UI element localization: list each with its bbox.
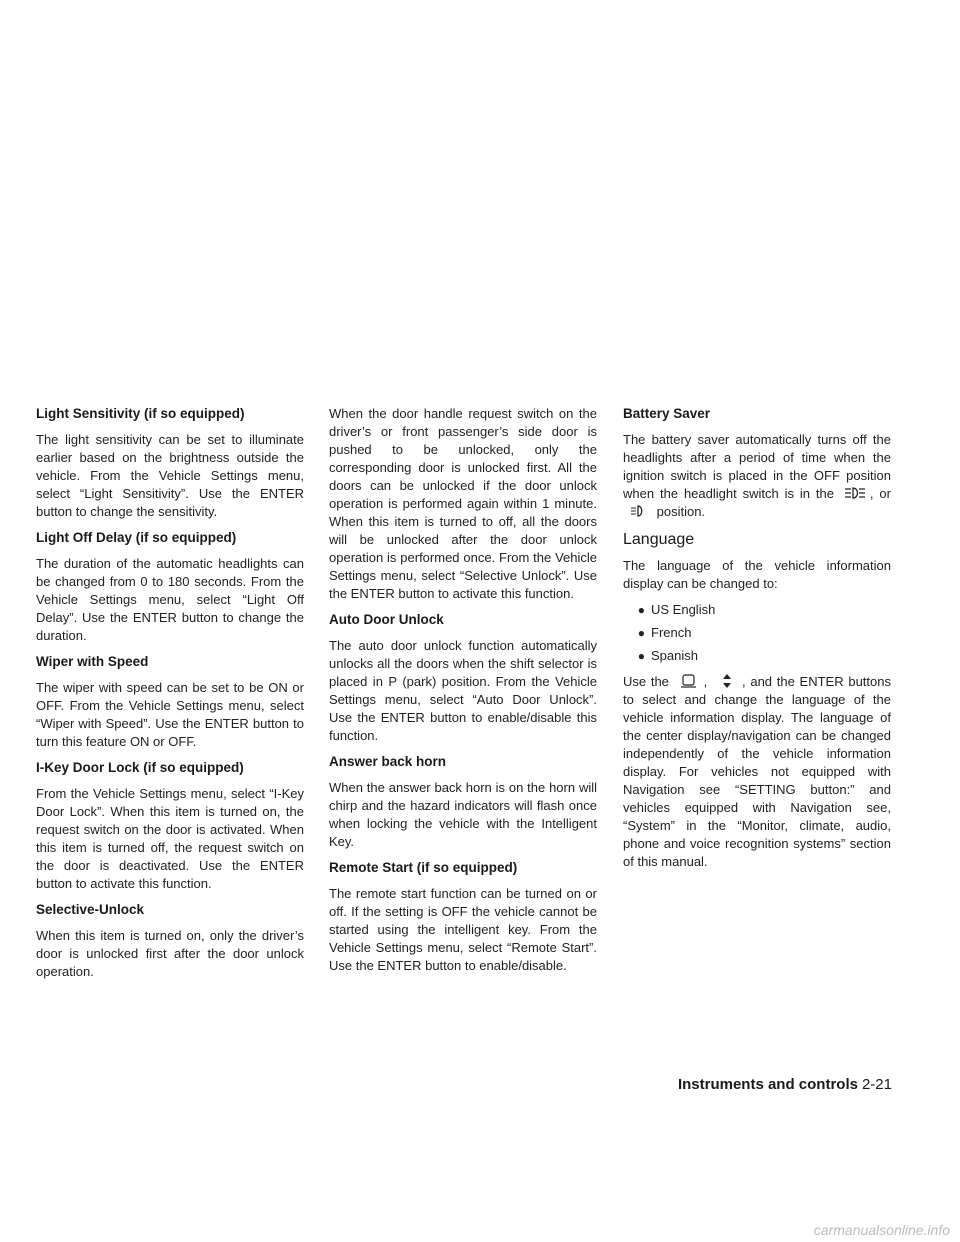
- heading-light-off-delay: Light Off Delay (if so equipped): [36, 530, 237, 545]
- heading-remote-start: Remote Start (if so equipped): [329, 860, 518, 875]
- paragraph-light-sensitivity: The light sensitivity can be set to illuminate earlier based on the brightness outside the vehicle. From the Vehicle Settings menu, select “Light Sensitivity”. Use the ENTER button to change the sensitivity.: [36, 432, 304, 519]
- parking-light-icon: [627, 503, 649, 519]
- paragraph-battery-saver: [623, 431, 891, 521]
- heading-battery-saver: Battery Saver: [623, 406, 711, 421]
- language-options-list: [623, 601, 891, 665]
- heading-selective-unlock: Selective-Unlock: [36, 902, 145, 917]
- heading-language: Language: [623, 531, 695, 548]
- list-item: [623, 624, 891, 642]
- language-option: Spanish: [651, 648, 698, 663]
- page-number: 2-21: [861, 1076, 892, 1093]
- language-option: French: [651, 625, 692, 640]
- up-down-arrows-icon: [716, 673, 738, 689]
- language-option: US English: [651, 602, 716, 617]
- paragraph-selective-unlock: When this item is turned on, only the driver’s door is unlocked first after the door unlock operation.: [36, 928, 304, 979]
- language-use-text-a: Use the: [623, 674, 669, 689]
- column-3: [623, 405, 891, 879]
- paragraph-remote-start: The remote start function can be turned on or off. If the setting is OFF the vehicle cannot be started using the intelligent key. From the Vehicle Settings menu, select “Remote Start”. Use the ENTER button to enable/disable.: [329, 886, 597, 973]
- footer-section-title: Instruments and controls: [677, 1076, 858, 1093]
- bullet-icon: ●: [637, 626, 645, 640]
- heading-answer-back-horn: Answer back horn: [329, 754, 447, 769]
- column-2: [329, 405, 597, 983]
- paragraph-auto-door-unlock: The auto door unlock function automatically unlocks all the doors when the shift selector is placed in P (park) position. From the Vehicle Settings menu, select “Auto Door Unlock”. Use the ENTER button to enable/disable this function.: [329, 638, 597, 743]
- battery-saver-text-b: , or: [869, 486, 891, 501]
- battery-saver-text-c: position.: [656, 504, 706, 519]
- paragraph-ikey-door-lock: From the Vehicle Settings menu, select “I-Key Door Lock”. When this item is turned on, the request switch on the door is activated. When this item is turned off, the request switch on the door is deactivated. Use the ENTER button to activate this function.: [36, 786, 304, 891]
- headlight-icon: [844, 485, 866, 501]
- back-button-icon: [678, 673, 700, 689]
- heading-auto-door-unlock: Auto Door Unlock: [329, 612, 444, 627]
- column-1: [36, 405, 304, 989]
- watermark: carmanualsonline.info: [813, 1222, 950, 1238]
- paragraph-language-usage: [623, 673, 891, 871]
- page-footer: [678, 1076, 892, 1093]
- list-item: [623, 601, 891, 619]
- bullet-icon: ●: [637, 649, 645, 663]
- bullet-icon: ●: [637, 603, 645, 617]
- battery-saver-text-a: The battery saver automatically turns off the headlights after a period of time when the ignition switch is placed in the OFF position when the headlight switch is in the: [623, 432, 891, 501]
- list-item: [623, 647, 891, 665]
- language-use-text-b: ,: [703, 674, 708, 689]
- heading-light-sensitivity: Light Sensitivity (if so equipped): [36, 406, 245, 421]
- paragraph-language-intro: The language of the vehicle information display can be changed to:: [623, 558, 891, 591]
- heading-ikey-door-lock: I-Key Door Lock (if so equipped): [36, 760, 244, 775]
- paragraph-wiper-with-speed: The wiper with speed can be set to be ON or OFF. From the Vehicle Settings menu, select “Wiper with Speed”. Use the ENTER button to turn this feature ON or OFF.: [36, 680, 304, 749]
- language-use-text-c: , and the ENTER buttons to select and change the language of the vehicle information display. The language of the center display/navigation can be changed independently of the vehicle information display. For vehicles not equipped with Navigation see “SETTING button:” and vehicles equipped with Navigation see, “System” in the “Monitor, climate, audio, phone and voice recognition systems” section of this manual.: [623, 674, 891, 869]
- paragraph-light-off-delay: The duration of the automatic headlights can be changed from 0 to 180 seconds. From the Vehicle Settings menu, select “Light Off Delay”. Use the ENTER button to change the duration.: [36, 556, 304, 643]
- paragraph-selective-unlock-continued: When the door handle request switch on the driver’s or front passenger’s side door is pushed to be unlocked, only the corresponding door is unlocked first. All the doors can be unlocked if the door unlock operation is performed again within 1 minute. When this item is turned to off, all the doors will be unlocked after the door unlock operation is performed once. From the Vehicle Settings menu, select “Selective Unlock”. Use the ENTER button to activate this function.: [329, 406, 597, 601]
- heading-wiper-with-speed: Wiper with Speed: [36, 654, 149, 669]
- paragraph-answer-back-horn: When the answer back horn is on the horn will chirp and the hazard indicators will flash once when locking the vehicle with the Intelligent Key.: [329, 780, 597, 849]
